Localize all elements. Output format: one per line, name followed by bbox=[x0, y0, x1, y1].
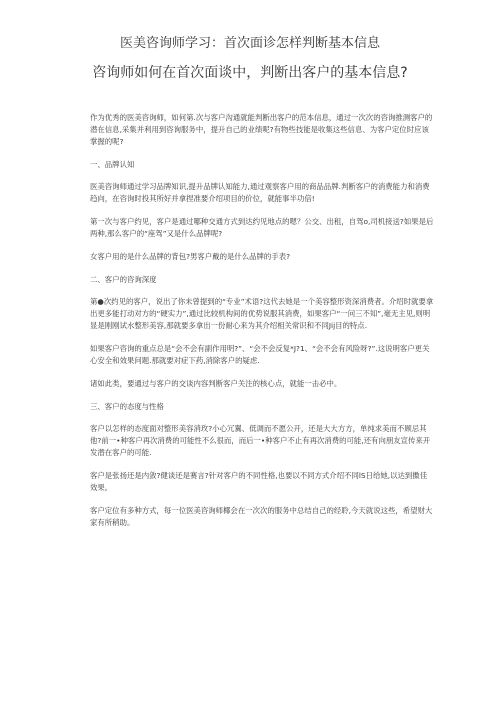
section-heading-attitude: 三、客户的态度与性格 bbox=[90, 402, 164, 411]
section-heading-brand: 一、品牌认知 bbox=[90, 160, 135, 169]
intro-paragraph: 作为优秀的医美咨询师，如何第.次与客户沟通就能判断出客户的范本信息，通过一次次的咨询推测客户的潜在信息,采集并利用到咨询服务中，提升自己的业绩呢?有物些技能是收集这些信息、为客户定位时应该掌握的呢? bbox=[90, 113, 433, 146]
paragraph: 第一次与客户约见，客户是通过哪种交通方式到达约见地点的嗯？公交、出租，自驾o,司机接送?如果是后两种,那么客户的“座驾”又是什么品牌呢? bbox=[90, 217, 434, 238]
closing-paragraph: 客户定位有多种方式，每一位医美咨询师椰会在一次次的服务中总结自己的经聆,今天就说这些，希望财大家有所稍助。 bbox=[90, 506, 433, 527]
document-title: 医美咨询师学习：首次面诊怎样判断基本信息 bbox=[119, 36, 380, 51]
paragraph: 客户以怎样的态度面对整形美容消玫?小心冗翼、低调而不愿公开，还是大大方方，单纯求美而不顾忌其他?前一•种客户再次消费的可能性不么很而，而后一•种客户不止有再次消费的可能,还有向朋友宣传来开发潜在客户的可能. bbox=[90, 424, 431, 457]
paragraph: 客户是张扬还是内敛?健谈还是赛言?针对客户的不同性格,也要以不同方式介绍不同lS日给她,以达到擞佳效果。 bbox=[90, 471, 428, 492]
document-subtitle: 咨询师如何在首次面谈中，判断出客户的基本信息? bbox=[92, 65, 408, 81]
paragraph: 诸如此类，要通过与客户的交谈内容判断客户关注的核心点，就能一击必中。 bbox=[90, 379, 342, 388]
paragraph: 第●次约见的客户，说出了你未曾提到的“专业”术语?这代去她是一个美容整形资深消费者。介绍时就要拿出更多能打动对方的“硬实力”,通过比较机构间的优势说服其消费，如果客户“一问三不知”,毫无主见,则明显是刚刚试水整形美容,那就要多拿出一份耐心来为其介绍相关常识和不同Jij目的特点. bbox=[90, 297, 434, 330]
section-heading-depth: 二、客户的咨询深度 bbox=[90, 275, 157, 284]
paragraph: 如果客户咨询的重点总是“会不会有副作用明?”、“会不会反复*J?1、“会不会有风险呀?”.这说明客户更关心安全和效果问题.那就要对症下药,消除客户的疑虑. bbox=[90, 344, 430, 365]
article-body bbox=[90, 112, 434, 540]
paragraph: 医美咨询师通过学习品牌知识,提升品牌认知能力,通过观察客户用的商品品牌.判断客户的消费能力和消费趋向，在咨询时投其所好并拿捏准要介绍项目的价位，就能事半功倍! bbox=[90, 182, 430, 203]
paragraph: 女客户用的是什么品牌的背包?男客户戴的是什么品牌的手表? bbox=[90, 252, 291, 261]
